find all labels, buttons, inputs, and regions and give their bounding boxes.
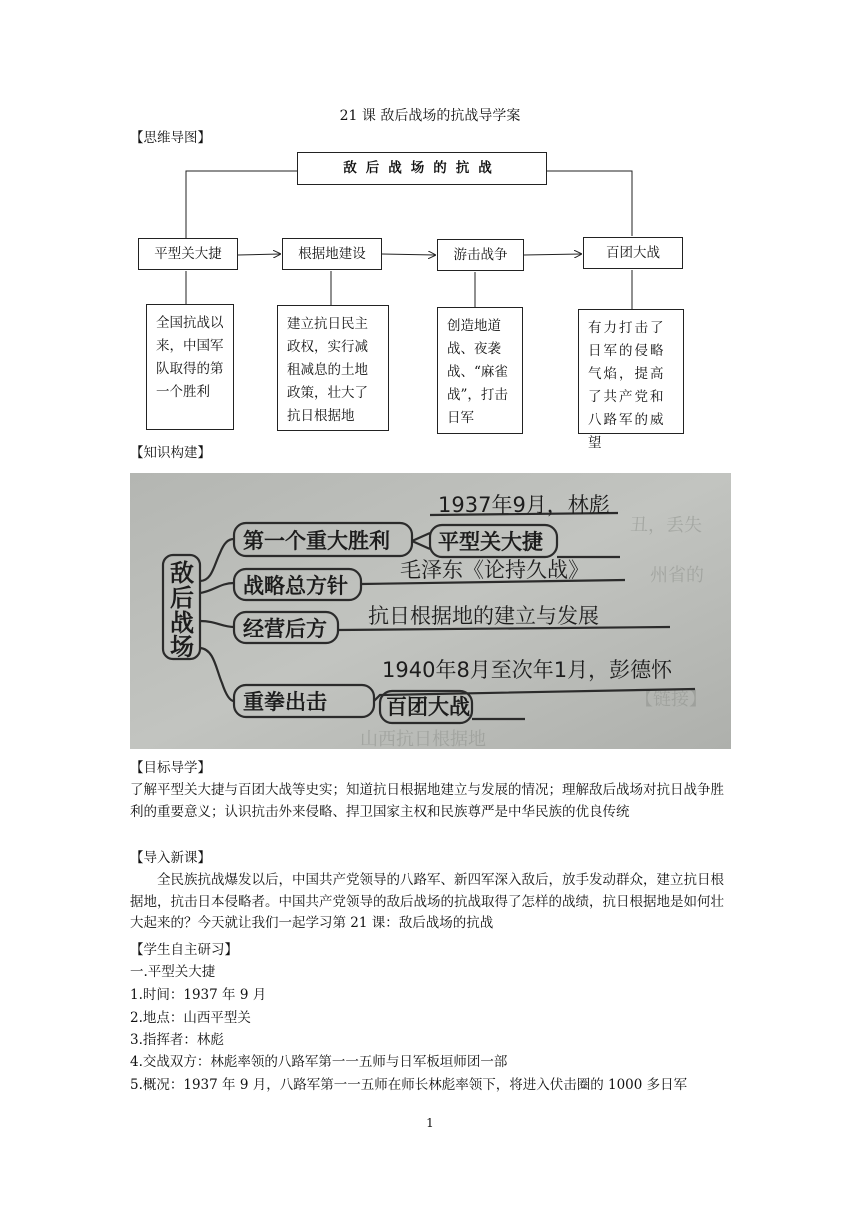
svg-text:山西抗日根据地: 山西抗日根据地 xyxy=(360,729,486,749)
mindmap-root: 敌后战场的抗战 xyxy=(297,152,547,185)
mindmap-desc-hundred-regiments: 有力打击了日军的侵略气焰，提高了共产党和八路军的威望 xyxy=(578,309,684,434)
list-item: 一.平型关大捷 xyxy=(130,964,216,980)
photo-branch-3: 经营后方 xyxy=(243,617,327,641)
list-item: 5.概况：1937 年 9 月，八路军第一一五师在师长林彪率领下，将进入伏击圈的 1000 多日军 xyxy=(130,1077,688,1093)
photo-branch-1-sub: 平型关大捷 xyxy=(438,530,543,554)
photo-branch-2-note: 毛泽东《论持久战》 xyxy=(400,558,589,582)
knowledge-photo xyxy=(130,473,731,749)
svg-text:场: 场 xyxy=(170,633,194,661)
mindmap-connectors xyxy=(0,0,860,440)
photo-branch-3-note: 抗日根据地的建立与发展 xyxy=(368,604,599,628)
mindmap-desc-base-building: 建立抗日民主政权，实行减租减息的土地政策，壮大了抗日根据地 xyxy=(277,305,389,431)
intro-text: 全民族抗战爆发以后，中国共产党领导的八路军、新四军深入敌后，放手发动群众，建立抗日根据地，抗击日本侵略者。中国共产党领导的敌后战场的抗战取得了怎样的战绩，抗日根据地是如何壮大起来的？今天就让我们一起学习第 21 课：敌后战场的抗战 xyxy=(130,872,724,931)
mindmap-node-guerrilla: 游击战争 xyxy=(437,239,524,271)
photo-branch-1: 第一个重大胜利 xyxy=(243,529,390,553)
mindmap-node-pingxingguan: 平型关大捷 xyxy=(138,238,238,270)
photo-branch-2: 战略总方针 xyxy=(243,574,348,598)
goal-text: 了解平型关大捷与百团大战等史实；知道抗日根据地建立与发展的情况；理解敌后战场对抗日战争胜利的重要意义；认识抗击外来侵略、捍卫国家主权和民族尊严是中华民族的优良传统 xyxy=(130,782,724,820)
page-number: 1 xyxy=(426,1116,434,1130)
svg-text:战: 战 xyxy=(170,609,194,637)
section-intro-heading: 【导入新课】 xyxy=(130,850,211,866)
list-item: 4.交战双方：林彪率领的八路军第一一五师与日军板垣师团一部 xyxy=(130,1054,508,1070)
svg-text:【链接】: 【链接】 xyxy=(635,689,707,710)
section-mindmap-heading: 【思维导图】 xyxy=(130,130,211,146)
list-item: 3.指挥者：林彪 xyxy=(130,1032,224,1048)
mindmap-desc-guerrilla: 创造地道战、夜袭战、“麻雀战”，打击日军 xyxy=(437,307,523,434)
photo-branch-4: 重拳出击 xyxy=(243,690,327,714)
list-item: 1.时间：1937 年 9 月 xyxy=(130,987,267,1003)
list-item: 2.地点：山西平型关 xyxy=(130,1010,251,1026)
photo-branch-4-sub: 百团大战 xyxy=(386,695,470,719)
section-goal-heading: 【目标导学】 xyxy=(130,760,211,776)
section-self-study-heading: 【学生自主研习】 xyxy=(130,942,238,958)
mindmap-node-base-building: 根据地建设 xyxy=(282,238,382,270)
section-knowledge-heading: 【知识构建】 xyxy=(130,445,211,461)
mindmap-desc-pingxingguan: 全国抗战以来，中国军队取得的第一个胜利 xyxy=(146,304,234,430)
photo-branch-4-note: 1940年8月至次年1月，彭德怀 xyxy=(382,658,673,682)
page-title: 21 课 敌后战场的抗战导学案 xyxy=(339,108,521,124)
photo-center-label: 敌 xyxy=(170,559,194,587)
svg-text:州省的: 州省的 xyxy=(650,565,704,586)
svg-text:后: 后 xyxy=(170,584,194,612)
photo-branch-1-note: 1937年9月，林彪 xyxy=(438,493,610,517)
svg-text:丑，丢失: 丑，丢失 xyxy=(630,515,702,536)
mindmap-node-hundred-regiments: 百团大战 xyxy=(583,237,683,269)
